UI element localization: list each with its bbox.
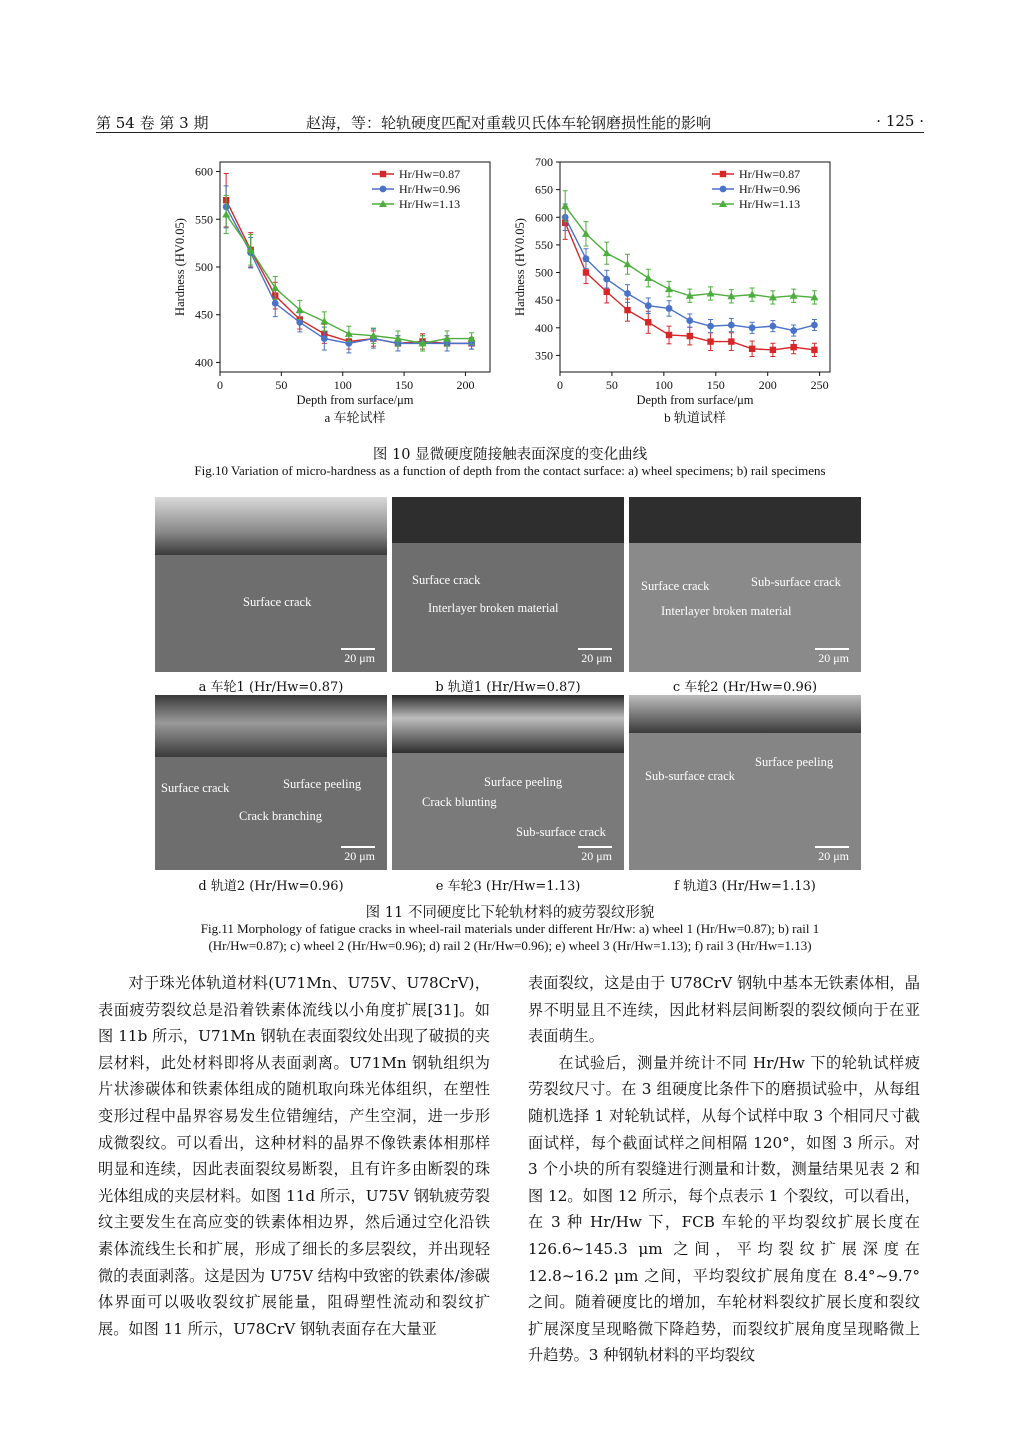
page-header bbox=[96, 112, 924, 133]
data-point bbox=[666, 305, 673, 312]
subfigure-caption: a 车轮试样 bbox=[324, 410, 386, 425]
y-tick-label: 550 bbox=[535, 237, 553, 252]
fig11-caption-en-2: (Hr/Hw=0.87); c) wheel 2 (Hr/Hw=0.96); d) rail 2 (Hr/Hw=0.96); e) wheel 3 (Hr/Hw=1.13); f) rail 3 (Hr/Hw=1.13) bbox=[208, 938, 812, 953]
series-line bbox=[226, 207, 471, 344]
data-point bbox=[728, 322, 735, 329]
x-tick-label: 0 bbox=[217, 378, 223, 392]
x-tick-label: 200 bbox=[456, 378, 475, 392]
y-tick-label: 400 bbox=[535, 320, 553, 335]
data-point bbox=[811, 322, 818, 329]
fig11-caption-cn: 图 11 不同硬度比下轮轨材料的疲劳裂纹形貌 bbox=[365, 905, 655, 921]
x-tick-label: 100 bbox=[654, 378, 673, 392]
micrograph-f bbox=[629, 695, 861, 870]
legend-marker bbox=[380, 186, 387, 193]
legend-marker bbox=[720, 186, 727, 193]
fig11f-caption: f 轨道3 (Hr/Hw=1.13) bbox=[674, 879, 816, 894]
x-tick-label: 150 bbox=[395, 378, 414, 392]
y-tick-label: 600 bbox=[535, 210, 553, 225]
body-right-column bbox=[528, 970, 920, 1369]
chart-svg bbox=[510, 150, 840, 432]
legend-entry: Hr/Hw=0.87 bbox=[399, 167, 461, 181]
data-point bbox=[749, 346, 755, 352]
article-running-title: 赵海，等：轮轨硬度匹配对重载贝氏体车轮钢磨损性能的影响 bbox=[306, 114, 712, 132]
legend-symbol bbox=[720, 171, 726, 177]
data-point bbox=[728, 338, 734, 344]
micrograph-d bbox=[155, 695, 387, 870]
x-tick-label: 250 bbox=[810, 378, 829, 392]
micrograph-c bbox=[629, 497, 861, 672]
scale-bar-e: 20 μm bbox=[581, 849, 612, 863]
x-tick-label: 50 bbox=[275, 378, 288, 392]
series-1 bbox=[562, 206, 818, 356]
micrograph-a-label-1: Surface crack bbox=[243, 595, 312, 609]
scale-bar-d: 20 μm bbox=[344, 849, 375, 863]
wheel-hardness-chart bbox=[170, 150, 500, 432]
paragraph: 表面裂纹，这是由于 U78CrV 钢轨中基本无铁素体相，晶界不明显且不连续，因此材料层间断裂的裂纹倾向于在亚表面萌生。 bbox=[528, 974, 920, 1046]
micrograph-e-label-3: Sub-surface crack bbox=[516, 825, 606, 839]
journal-volume: 第 54 卷 第 3 期 bbox=[96, 114, 209, 132]
data-point bbox=[583, 269, 589, 275]
data-point bbox=[645, 302, 652, 309]
data-point bbox=[644, 274, 652, 281]
micrograph-f-label-1: Sub-surface crack bbox=[645, 769, 735, 783]
micrograph-d-label-2: Surface peeling bbox=[283, 777, 362, 791]
fig11b-caption: b 轨道1 (Hr/Hw=0.87) bbox=[435, 680, 581, 695]
legend-entry: Hr/Hw=0.96 bbox=[739, 182, 801, 196]
y-tick-label: 500 bbox=[535, 265, 553, 280]
data-point bbox=[624, 260, 632, 267]
fig11a-caption: a 车轮1 (Hr/Hw=0.87) bbox=[198, 680, 344, 695]
data-point bbox=[624, 290, 631, 297]
y-tick-label: 450 bbox=[535, 293, 553, 308]
micrograph-a bbox=[155, 497, 387, 672]
y-axis-label: Hardness (HV0.05) bbox=[173, 218, 187, 316]
micrograph-c-label-3: Interlayer broken material bbox=[661, 604, 792, 618]
data-point bbox=[624, 307, 630, 313]
x-tick-label: 100 bbox=[333, 378, 352, 392]
fig11d-caption: d 轨道2 (Hr/Hw=0.96) bbox=[198, 879, 344, 894]
x-tick-label: 50 bbox=[605, 378, 618, 392]
micrograph-d-label-3: Crack branching bbox=[239, 809, 322, 823]
data-point bbox=[583, 255, 590, 262]
data-point bbox=[790, 344, 796, 350]
micrograph-f-label-2: Surface peeling bbox=[755, 755, 834, 769]
paragraph: 对于珠光体轨道材料(U71Mn、U75V、U78CrV)，表面疲劳裂纹总是沿着铁素体流线以小角度扩展[31]。如图 11b 所示，U71Mn 钢轨在表面裂纹处出现了破损的夹层材料，此处材料即将从表面剥离。U71Mn 钢轨组织为片状渗碳体和铁素体组成的随机取向珠光体组织，在塑性变形过程中晶界容易发生位错缠结，产生空洞，进一步形成微裂纹。可以看出，这种材料的晶界不像铁素体相那样明显和连续，因此表面裂纹易断裂，且有许多由断裂的珠光体组成的夹层材料。如图 11d 所示，U75V 钢轨疲劳裂纹主要发生在高应变的铁素体相边界，然后通过空化沿铁素体流线生长和扩展，形成了细长的多层裂纹，并出现轻微的表面剥落。这是因为 U75V 结构中致密的铁素体/渗碳体界面可以吸收裂纹扩展能量，阻碍塑性流动和裂纹扩展。如图 11 所示，U78CrV 钢轨表面存在大量亚 bbox=[98, 974, 490, 1338]
fig11e-caption: e 车轮3 (Hr/Hw=1.13) bbox=[435, 879, 581, 894]
series-line bbox=[226, 200, 471, 343]
micrograph-e-label-1: Surface peeling bbox=[484, 775, 563, 789]
data-point bbox=[748, 291, 756, 298]
data-point bbox=[790, 292, 798, 299]
legend-symbol bbox=[380, 171, 386, 177]
series-2 bbox=[562, 204, 818, 336]
data-point bbox=[811, 347, 817, 353]
legend-marker bbox=[720, 171, 726, 177]
page-number: · 125 · bbox=[876, 112, 924, 130]
chart-svg bbox=[170, 150, 500, 432]
y-tick-label: 550 bbox=[195, 212, 213, 227]
legend-entry: Hr/Hw=0.87 bbox=[739, 167, 801, 181]
legend-marker bbox=[380, 171, 386, 177]
legend-entry: Hr/Hw=1.13 bbox=[399, 197, 461, 211]
data-point bbox=[645, 319, 651, 325]
x-tick-label: 200 bbox=[758, 378, 777, 392]
data-point bbox=[707, 338, 713, 344]
data-point bbox=[345, 330, 353, 337]
legend-entry: Hr/Hw=0.96 bbox=[399, 182, 461, 196]
y-axis-label: Hardness (HV0.05) bbox=[513, 218, 527, 316]
x-axis-label: Depth from surface/μm bbox=[296, 393, 414, 407]
body-left-column bbox=[98, 970, 490, 1342]
data-point bbox=[686, 317, 693, 324]
data-point bbox=[769, 323, 776, 330]
series-line bbox=[565, 206, 814, 297]
micrograph-b-label-2: Interlayer broken material bbox=[428, 601, 559, 615]
data-point bbox=[561, 202, 569, 209]
micrograph-e-label-2: Crack blunting bbox=[422, 795, 497, 809]
y-tick-label: 500 bbox=[195, 260, 213, 274]
data-point bbox=[604, 289, 610, 295]
data-point bbox=[687, 333, 693, 339]
data-point bbox=[321, 335, 328, 342]
legend-entry: Hr/Hw=1.13 bbox=[739, 197, 801, 211]
y-tick-label: 600 bbox=[195, 164, 213, 179]
data-point bbox=[707, 290, 715, 297]
data-point bbox=[320, 317, 328, 324]
y-tick-label: 350 bbox=[535, 348, 553, 363]
micrograph-d-label-1: Surface crack bbox=[161, 781, 230, 795]
y-tick-label: 450 bbox=[195, 307, 213, 322]
y-tick-label: 700 bbox=[535, 155, 553, 169]
fig11c-caption: c 车轮2 (Hr/Hw=0.96) bbox=[672, 680, 818, 695]
micrograph-c-label-2: Sub-surface crack bbox=[751, 575, 841, 589]
scale-bar-c: 20 μm bbox=[818, 651, 849, 665]
x-tick-label: 0 bbox=[557, 378, 563, 392]
data-point bbox=[666, 332, 672, 338]
micrograph-e bbox=[392, 695, 624, 870]
data-point bbox=[770, 347, 776, 353]
micrograph-c-label-1: Surface crack bbox=[641, 579, 710, 593]
scale-bar-b: 20 μm bbox=[581, 651, 612, 665]
rail-hardness-chart bbox=[510, 150, 840, 432]
scale-bar-a: 20 μm bbox=[344, 651, 375, 665]
data-point bbox=[272, 300, 279, 307]
data-point bbox=[271, 284, 279, 291]
legend-symbol bbox=[720, 186, 727, 193]
micrograph-b-label-1: Surface crack bbox=[412, 573, 481, 587]
legend-symbol bbox=[380, 186, 387, 193]
fig10-caption-cn: 图 10 显微硬度随接触表面深度的变化曲线 bbox=[372, 447, 648, 463]
micrograph-b bbox=[392, 497, 624, 672]
paragraph: 在试验后，测量并统计不同 Hr/Hw 下的轮轨试样疲劳裂纹尺寸。在 3 组硬度比条件下的磨损试验中，从每组随机选择 1 对轮轨试样，从每个试样中取 3 个相同尺寸截面试样，每个截面试样之间相隔 120°，如图 3 所示。对 3 个小块的所有裂缝进行测量和计数，测量结果见表 2 和图 12。如图 12 所示，每个点表示 1 个裂纹，可以看出，在 3 种 Hr/Hw 下，FCB 车轮的平均裂纹扩展长度在 126.6~145.3 μm 之间，平均裂纹扩展深度在 12.8~16.2 μm 之间，平均裂纹扩展角度在 8.4°~9.7°之间。随着硬度比的增加，车轮材料裂纹扩展长度和裂纹扩展深度呈现略微下降趋势，而裂纹扩展角度呈现略微上升趋势。3 种钢轨材料的平均裂纹 bbox=[528, 1053, 920, 1365]
data-point bbox=[665, 285, 673, 292]
data-point bbox=[749, 324, 756, 331]
data-point bbox=[707, 323, 714, 330]
fig10-caption-en: Fig.10 Variation of micro-hardness as a function of depth from the contact surface: a) wheel specimens; b) rail specimens bbox=[194, 463, 826, 478]
y-tick-label: 650 bbox=[535, 182, 553, 197]
data-point bbox=[603, 276, 610, 283]
scale-bar-f: 20 μm bbox=[818, 849, 849, 863]
fig11-caption-en-1: Fig.11 Morphology of fatigue cracks in wheel-rail materials under different Hr/Hw: a) wheel 1 (Hr/Hw=0.87); b) rail 1 bbox=[200, 921, 820, 936]
y-tick-label: 400 bbox=[195, 355, 213, 370]
x-tick-label: 150 bbox=[706, 378, 725, 392]
x-axis-label: Depth from surface/μm bbox=[636, 393, 754, 407]
subfigure-caption: b 轨道试样 bbox=[664, 410, 726, 425]
data-point bbox=[790, 327, 797, 334]
